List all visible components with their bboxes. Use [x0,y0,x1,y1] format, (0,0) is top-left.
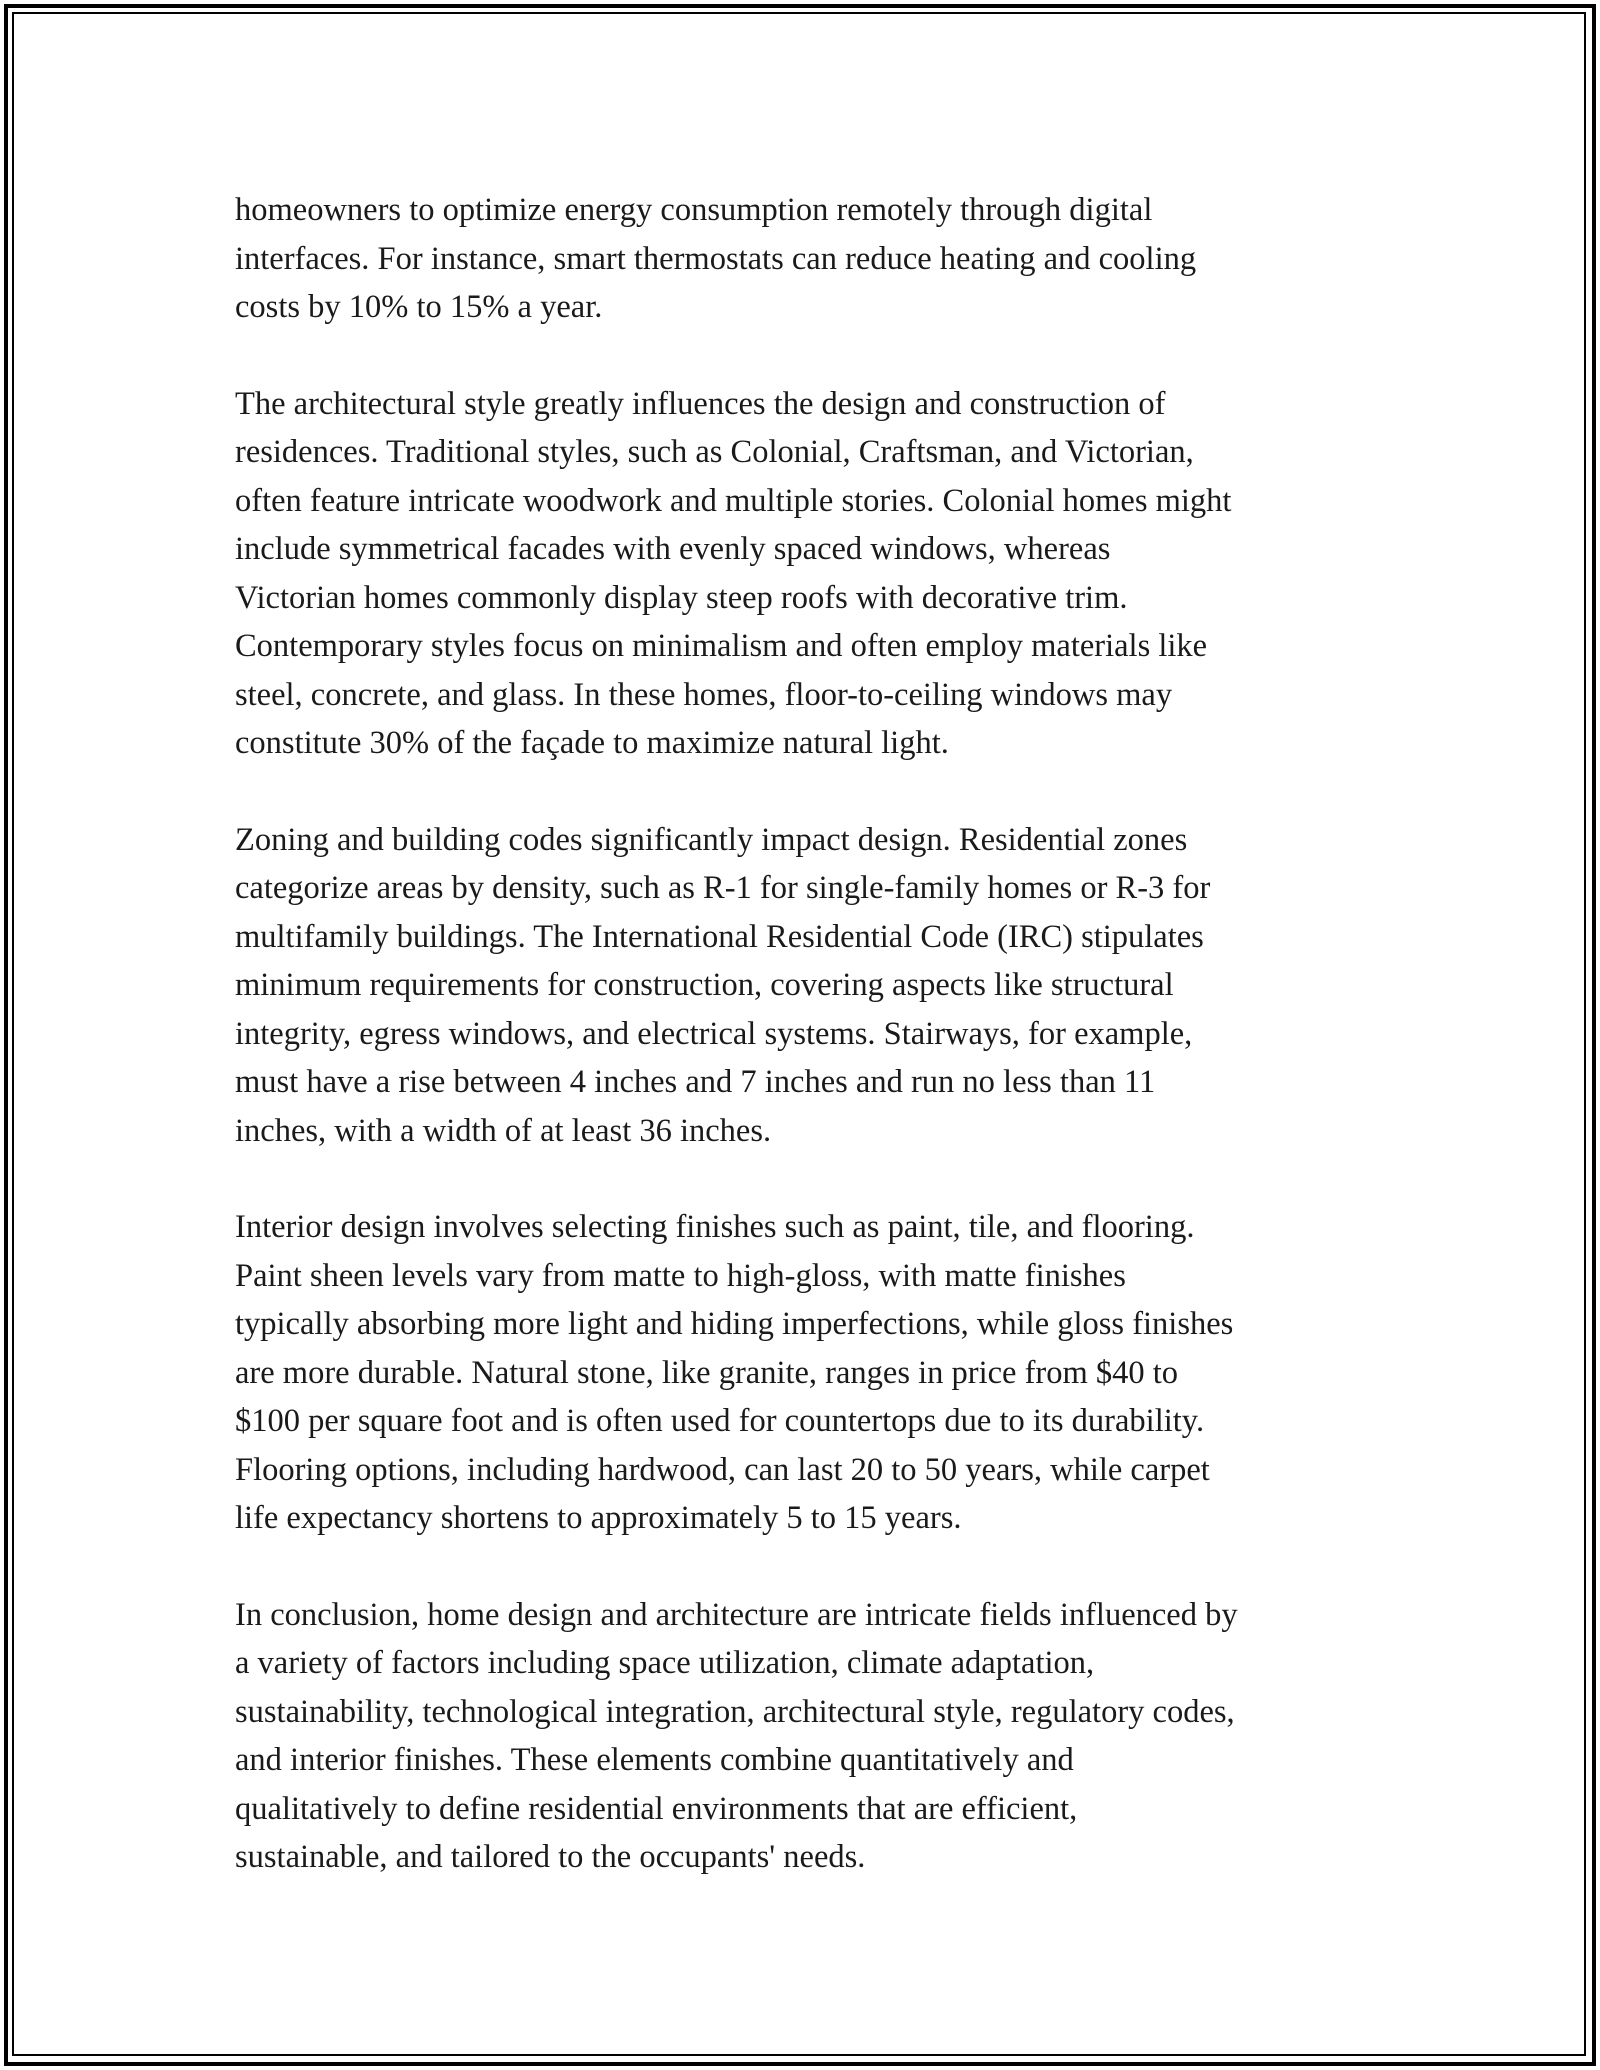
text-line: and interior finishes. These elements combine quantitatively and [235,1742,1074,1778]
text-line: typically absorbing more light and hiding imperfections, while gloss finishes [235,1306,1234,1342]
text-line: residences. Traditional styles, such as Colonial, Craftsman, and Victorian, [235,434,1194,470]
text-line: Victorian homes commonly display steep roofs with decorative trim. [235,579,1128,616]
paragraph-interior-design [235,1203,1395,1543]
text-line: life expectancy shortens to approximately 5 to 15 years. [235,1500,962,1536]
text-line: are more durable. Natural stone, like granite, ranges in price from $40 to [235,1354,1179,1391]
paragraph-conclusion [235,1591,1395,1882]
text-line: inches, with a width of at least 36 inches. [235,1112,772,1149]
text-line: multifamily buildings. The International Residential Code (IRC) stipulates [235,918,1204,955]
text-line: sustainable, and tailored to the occupants' needs. [235,1839,866,1875]
text-line: homeowners to optimize energy consumption remotely through digital [235,192,1153,228]
text-line: minimum requirements for construction, covering aspects like structural [235,967,1174,1003]
text-line: qualitatively to define residential environments that are efficient, [235,1790,1078,1827]
text-line: steel, concrete, and glass. In these homes, floor-to-ceiling windows may [235,676,1173,713]
text-line: In conclusion, home design and architecture are intricate fields influenced by [235,1596,1238,1633]
text-line: a variety of factors including space utilization, climate adaptation, [235,1645,1095,1681]
text-line: constitute 30% of the façade to maximize natural light. [235,725,949,761]
text-line: must have a rise between 4 inches and 7 inches and run no less than 11 [235,1064,1156,1100]
text-line: categorize areas by density, such as R-1 for single-family homes or R-3 for [235,870,1211,906]
text-line: Flooring options, including hardwood, can last 20 to 50 years, while carpet [235,1451,1210,1488]
text-line: interfaces. For instance, smart thermostats can reduce heating and cooling [235,240,1197,277]
text-line: The architectural style greatly influences the design and construction of [235,385,1166,422]
text-line: sustainability, technological integration, architectural style, regulatory codes, [235,1693,1235,1730]
paragraph-architectural-style [235,380,1395,768]
text-line: integrity, egress windows, and electrical systems. Stairways, for example, [235,1015,1193,1052]
text-line: Interior design involves selecting finishes such as paint, tile, and flooring. [235,1209,1195,1245]
text-line: often feature intricate woodwork and multiple stories. Colonial homes might [235,482,1232,519]
text-line: Zoning and building codes significantly impact design. Residential zones [235,821,1188,858]
text-line: Paint sheen levels vary from matte to high-gloss, with matte finishes [235,1257,1126,1294]
text-line: Contemporary styles focus on minimalism and often employ materials like [235,628,1208,664]
text-line: $100 per square foot and is often used for countertops due to its durability. [235,1403,1205,1439]
paragraph-zoning-codes [235,816,1395,1156]
page-body [235,186,1395,1930]
text-line: costs by 10% to 15% a year. [235,289,603,325]
paragraph-smart-thermostats [235,186,1395,332]
text-line: include symmetrical facades with evenly spaced windows, whereas [235,531,1111,567]
